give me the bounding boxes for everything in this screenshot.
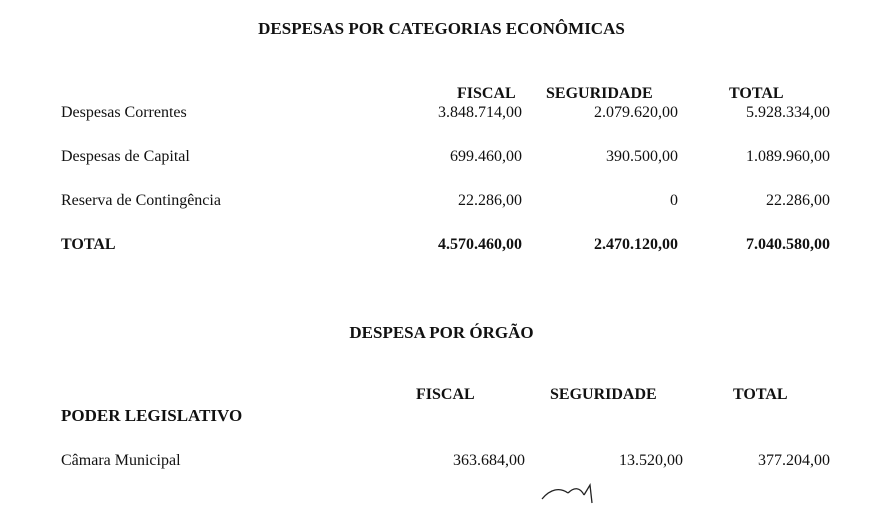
cell-seguridade: 2.079.620,00: [594, 104, 678, 121]
cell-total: 22.286,00: [766, 192, 830, 209]
cell-seguridade: 13.520,00: [619, 452, 683, 469]
cell-fiscal: 22.286,00: [458, 192, 522, 209]
header-fiscal: FISCAL: [457, 85, 516, 102]
cell-total: 5.928.334,00: [746, 104, 830, 121]
total-seguridade: 2.470.120,00: [594, 236, 678, 253]
header-seguridade: SEGURIDADE: [550, 386, 657, 403]
section-title-orgao: DESPESA POR ÓRGÃO: [349, 323, 534, 342]
total-row-label: TOTAL: [61, 236, 116, 253]
row-label: Despesas de Capital: [61, 148, 190, 165]
header-total: TOTAL: [733, 386, 788, 403]
cell-total: 1.089.960,00: [746, 148, 830, 165]
header-seguridade: SEGURIDADE: [546, 85, 653, 102]
total-fiscal: 4.570.460,00: [438, 236, 522, 253]
section-title-categorias: DESPESAS POR CATEGORIAS ECONÔMICAS: [258, 19, 625, 38]
row-label: Despesas Correntes: [61, 104, 187, 121]
row-label: Câmara Municipal: [61, 452, 181, 469]
header-total: TOTAL: [729, 85, 784, 102]
cell-seguridade: 0: [670, 192, 678, 209]
signature-mark: [538, 483, 608, 505]
header-fiscal: FISCAL: [416, 386, 475, 403]
group-label-poder-legislativo: PODER LEGISLATIVO: [61, 406, 243, 425]
cell-seguridade: 390.500,00: [606, 148, 678, 165]
cell-fiscal: 363.684,00: [453, 452, 525, 469]
total-total: 7.040.580,00: [746, 236, 830, 253]
row-label: Reserva de Contingência: [61, 192, 221, 209]
cell-fiscal: 3.848.714,00: [438, 104, 522, 121]
cell-fiscal: 699.460,00: [450, 148, 522, 165]
cell-total: 377.204,00: [758, 452, 830, 469]
